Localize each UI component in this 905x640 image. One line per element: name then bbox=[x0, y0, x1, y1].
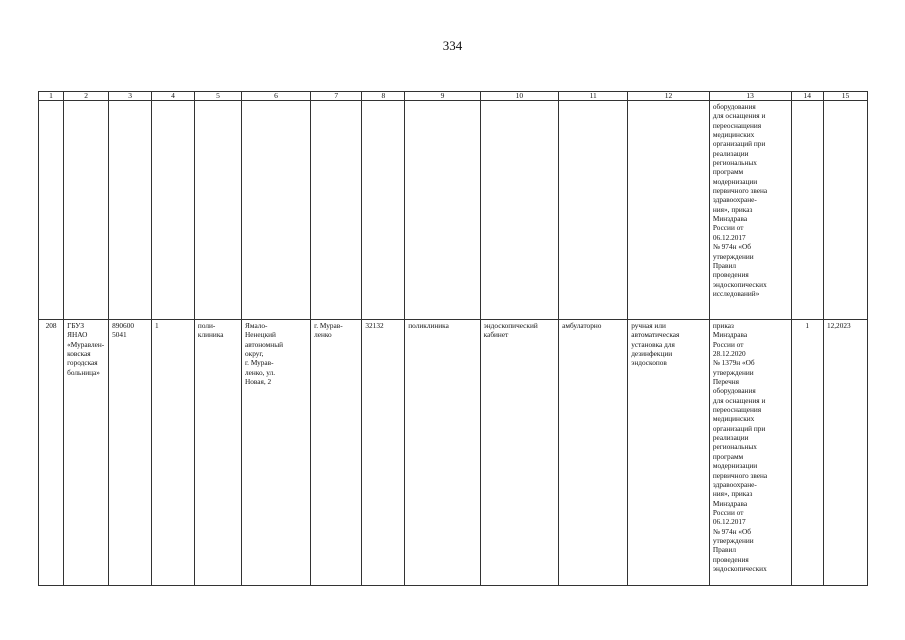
address-text: Ямало- Ненецкий автономный округ, г. Мурав- ленко, ул. Новая, 2 bbox=[245, 321, 284, 387]
legal-basis-text: приказ Минздрава России от 28.12.2020 № 1379н «Об утверждении Перечня оборудования для оснащения и переоснащения медицинских организаций при реализации региональных программ модернизации первичного звена здравоохране- ния», приказ Минздрава России от 06.12.2017 № 974н «Об утверждении Правил проведения эндоскопических bbox=[712, 321, 768, 573]
quantity-cell bbox=[791, 320, 823, 586]
legal-basis-cell bbox=[709, 101, 791, 320]
col-number: 4 bbox=[152, 92, 195, 101]
organization-name: ГБУЗ ЯНАО «Муравлен- ковская городская больница» bbox=[67, 321, 105, 377]
city-cell bbox=[311, 320, 362, 586]
unit-type: поли- клиника bbox=[197, 321, 224, 340]
table-cell bbox=[64, 101, 109, 320]
deadline-value: 12,2023 bbox=[826, 321, 851, 330]
quantity-value: 1 bbox=[805, 321, 810, 330]
col-number: 2 bbox=[64, 92, 109, 101]
deadline-cell bbox=[823, 320, 867, 586]
col-number: 5 bbox=[194, 92, 241, 101]
legal-basis-text: оборудования для оснащения и переоснащения медицинских организаций при реализации региональных программ модернизации первичного звена здравоохране- ния», приказ Минздрава России от 06.12.2017 № 974н «Об утверждении Правил проведения эндоскопических исследований» bbox=[712, 102, 768, 298]
table-cell bbox=[109, 101, 152, 320]
equipment-table bbox=[38, 91, 868, 586]
unit-type-cell bbox=[194, 320, 241, 586]
col-number: 9 bbox=[405, 92, 480, 101]
inn-value: 890600 5041 bbox=[112, 321, 134, 340]
col-number: 14 bbox=[791, 92, 823, 101]
inn-cell bbox=[109, 320, 152, 586]
count-cell bbox=[152, 320, 195, 586]
table-row-continued bbox=[39, 101, 868, 320]
table-cell bbox=[311, 101, 362, 320]
col-number: 15 bbox=[823, 92, 867, 101]
table-cell bbox=[823, 101, 867, 320]
equipment-text: ручная или автоматическая установка для дезинфекции эндоскопов bbox=[631, 321, 680, 368]
division-text: поликлиника bbox=[408, 321, 449, 330]
col-number: 6 bbox=[242, 92, 311, 101]
code-cell bbox=[362, 320, 405, 586]
code-value: 32132 bbox=[365, 321, 384, 330]
col-number: 3 bbox=[109, 92, 152, 101]
care-form-text: амбулаторно bbox=[562, 321, 602, 330]
legal-basis-cell bbox=[709, 320, 791, 586]
equipment-cell bbox=[628, 320, 710, 586]
table-cell bbox=[628, 101, 710, 320]
table-cell bbox=[39, 101, 64, 320]
address-cell bbox=[242, 320, 311, 586]
table-cell bbox=[480, 101, 559, 320]
city-text: г. Мурав- ленко bbox=[314, 321, 343, 340]
column-number-row bbox=[39, 92, 868, 101]
table-cell bbox=[152, 101, 195, 320]
col-number: 10 bbox=[480, 92, 559, 101]
table-cell bbox=[559, 101, 628, 320]
table-row-208 bbox=[39, 320, 868, 586]
table-cell bbox=[405, 101, 480, 320]
organization-cell bbox=[64, 320, 109, 586]
page-number: 334 bbox=[442, 38, 463, 53]
room-text: эндоскопический кабинет bbox=[483, 321, 538, 340]
room-cell bbox=[480, 320, 559, 586]
col-number: 11 bbox=[559, 92, 628, 101]
table-cell bbox=[362, 101, 405, 320]
col-number: 12 bbox=[628, 92, 710, 101]
table-cell bbox=[242, 101, 311, 320]
table-cell bbox=[791, 101, 823, 320]
count-value: 1 bbox=[155, 321, 159, 330]
row-number: 208 bbox=[45, 321, 57, 330]
col-number: 1 bbox=[39, 92, 64, 101]
row-number-cell bbox=[39, 320, 64, 586]
table-cell bbox=[194, 101, 241, 320]
division-cell bbox=[405, 320, 480, 586]
col-number: 7 bbox=[311, 92, 362, 101]
care-form-cell bbox=[559, 320, 628, 586]
col-number: 8 bbox=[362, 92, 405, 101]
col-number: 13 bbox=[709, 92, 791, 101]
